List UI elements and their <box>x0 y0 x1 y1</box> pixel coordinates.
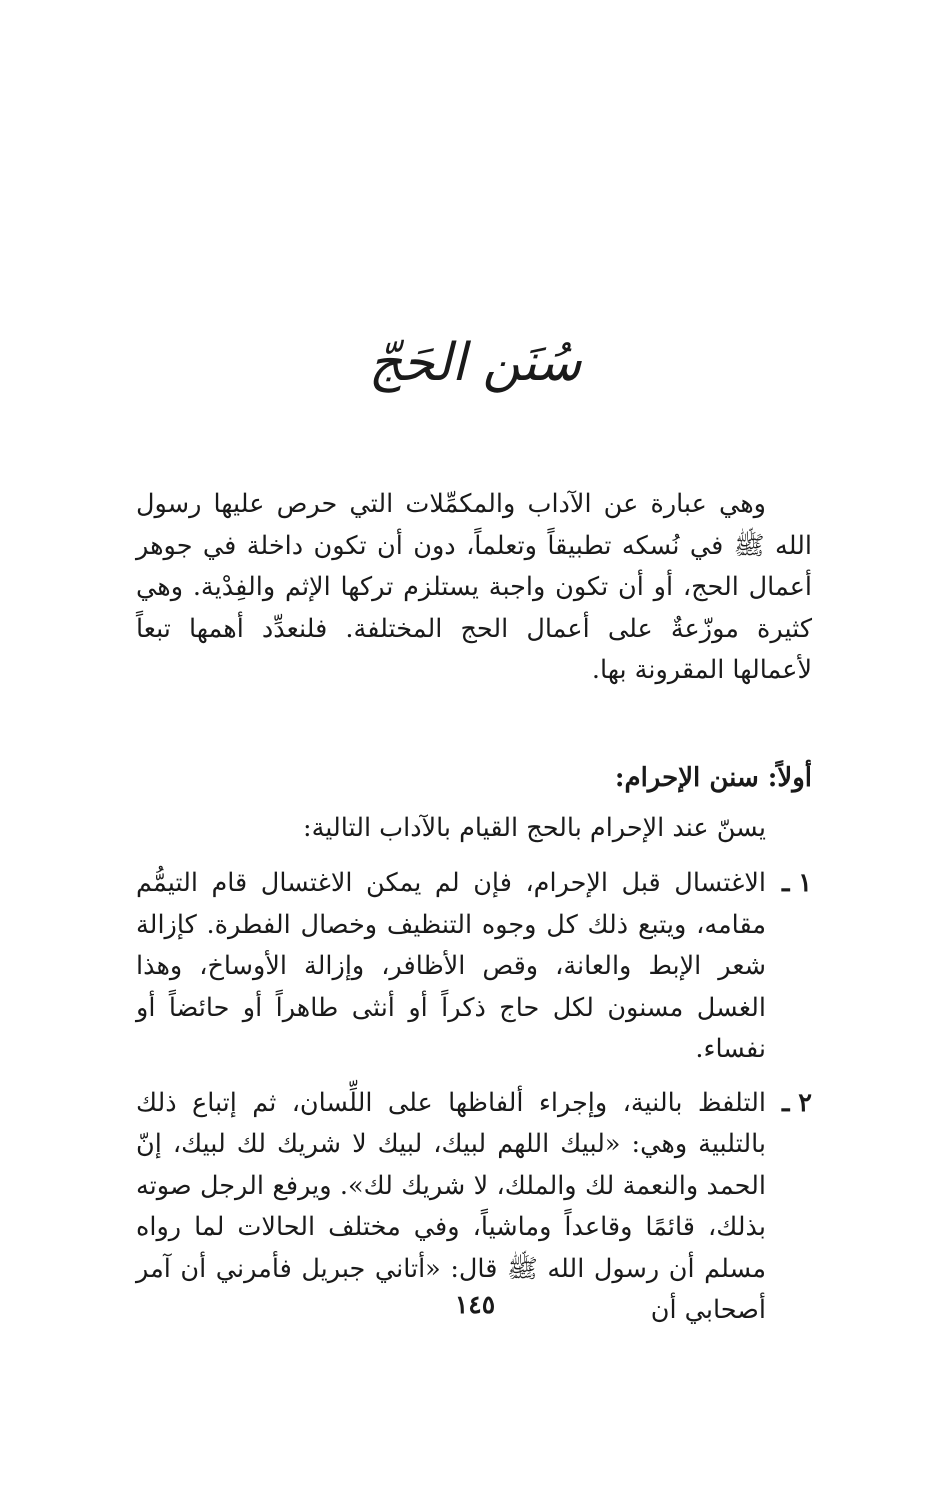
list-item-text: التلفظ بالنية، وإجراء ألفاظها على اللِّسان، ثم إتباع ذلك بالتلبية وهي: «لبيك اللهم لبيك، لبيك لا شريك لك لبيك، إنّ الحمد والنعمة لك والملك، لا شريك لك». ويرفع الرجل صوته بذلك، قائمًا وقاعداً وماشياً، وفي مختلف الحالات لما رواه مسلم أن رسول الله ﷺ قال: «أتاني جبريل فأمرني أن آمر أصحابي أن <box>136 1087 766 1325</box>
chapter-title: سُنَن الحَجّ <box>368 333 582 393</box>
list-item <box>136 863 812 1071</box>
list-item-text: الاغتسال قبل الإحرام، فإن لم يمكن الاغتسال قام التيمُّم مقامه، ويتبع ذلك كل وجوه التنظيف وخصال الفطرة. كإزالة شعر الإبط والعانة، وقص الأظافر، وإزالة الأوساخ، وهذا الغسل مسنون لكل حاج ذكراً أو أنثى طاهراً أو حائضاً أو نفساء. <box>136 868 766 1064</box>
list-item-number: ١ ـ <box>781 868 812 898</box>
section-heading: أولاً: سنن الإحرام: <box>614 763 812 793</box>
section-lead-text: يسنّ عند الإحرام بالحج القيام بالآداب التالية: <box>303 813 766 843</box>
intro-paragraph-block <box>136 484 812 692</box>
list-item-number: ٢ ـ <box>781 1087 812 1118</box>
page-number: ١٤٥ <box>454 1290 496 1319</box>
intro-paragraph: وهي عبارة عن الآداب والمكمِّلات التي حرص عليها رسول الله ﷺ في نُسكه تطبيقاً وتعلماً، دون أن تكون داخلة في جوهر أعمال الحج، أو أن تكون واجبة يستلزم تركها الإثم والفِدْية. وهي كثيرة موزّعةٌ على أعمال الحج المختلفة. فلنعدِّد أهمها تبعاً لأعمالها المقرونة بها. <box>136 489 812 685</box>
sunnah-list <box>136 863 812 1344</box>
